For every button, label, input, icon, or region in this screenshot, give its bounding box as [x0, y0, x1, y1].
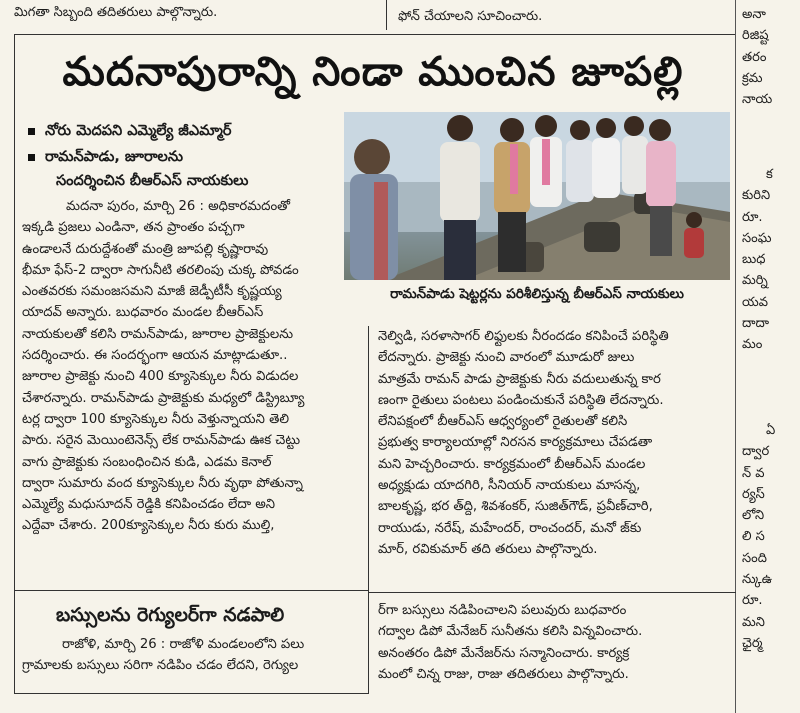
body-line: ద్వారా సుమారు వంద క్యూసెక్కుల నీరు వృథా పోతున్నా: [22, 475, 303, 491]
highlight-bullet-continuation: సందర్శించిన బీఆర్ఎస్ నాయకులు: [56, 173, 249, 189]
body-line: ఎమ్మెల్యే మధుసూదన్ రెడ్డికి కనిపించడం లేదా అని: [22, 497, 276, 513]
body-line: వాగు ప్రాజెక్టుకు సంబంధించిన కుడి, ఎడమ కెనాల్: [22, 454, 272, 470]
clipped-column-top: [742, 4, 800, 110]
article-body-right-column: [378, 326, 730, 560]
clipped-line: అనా: [742, 7, 766, 22]
body-line: ఎద్దేవా చేశారు. 200క్యూసెక్కుల నీరు కురు ముల్తి,: [22, 518, 275, 534]
column-divider: [368, 326, 369, 694]
body-line: ఎంతవరకు సమంజసమని మాజీ జెడ్పీటీసీ కృష్ణయ్య: [22, 284, 282, 300]
clipped-line: నాయ: [742, 92, 773, 108]
body-line: మాత్రమే రామన్ పాడు ప్రాజెక్టుకు నీరు వదులుతున్న కార: [378, 371, 661, 387]
clipped-line: మని: [742, 614, 765, 630]
clipped-line: రూ.: [742, 593, 763, 609]
second-article-left-column: [22, 634, 360, 677]
body-line: లేదన్నారు. ప్రాజెక్టు నుంచి వారంలో మూడురో జులు: [378, 350, 635, 366]
body-line: మార్, రవికుమార్ తది తరులు పాల్గొన్నారు.: [378, 541, 598, 557]
clipped-line: ద్వార: [742, 444, 770, 460]
body-line: టర్ల ద్వారా 100 క్యూసెక్కుల నీరు వెళ్తున్నాయని తెలి: [22, 411, 290, 427]
body-line: నెల్విడి, సరళాసాగర్ లిఫ్టులకు నీరందడం కనిపించే పరిస్థితి: [378, 329, 669, 344]
clipped-line: బుధ: [742, 252, 766, 268]
clipped-line: మర్ని: [742, 273, 768, 289]
body-line: లేనిపక్షంలో బీఆర్ఎస్ ఆధ్వర్యంలో రైతులతో కలిసి: [378, 414, 628, 430]
clipped-line: లోని: [742, 508, 765, 524]
article-body-left-column: [22, 196, 360, 537]
clipped-line: కురిని: [742, 188, 771, 204]
clipped-column-bottom: [742, 420, 800, 654]
body-line: ఉండాలనే దురుద్దేశంతో మంత్రి జూపల్లి కృష్ణారావు: [22, 241, 269, 257]
clipped-line: న్ వ: [742, 465, 765, 481]
clipped-line: సంది: [742, 550, 767, 566]
body-line: గద్వాల డిపో మేనేజర్ సునీతను కలిసి విన్నవించారు.: [378, 624, 643, 640]
highlight-bullet: నోరు మెదపని ఎమ్మెల్యే జీఎమ్మార్: [28, 120, 231, 142]
body-line: యాదవ్ అన్నారు. బుధవారం మండల బీఆర్ఎస్: [22, 305, 264, 321]
body-line: మని హెచ్చరించారు. కార్యక్రమంలో బీఆర్ఎస్ మండల: [378, 456, 646, 472]
clipped-line: ఏ: [766, 423, 776, 438]
body-line: సదర్శించారు. ఈ సందర్భంగా ఆయన మాట్లాడుతూ..: [22, 348, 288, 364]
clipped-line: రిజిష్ట: [742, 28, 769, 44]
photo-caption: రామన్‌పాడు షెట్టర్లను పరిశీలిస్తున్న బీఆర్ఎస్ నాయకులు: [390, 286, 684, 302]
body-line: ఇక్కడి ప్రజలు ఎండినా, తన ప్రాంతం పచ్చగా: [22, 220, 245, 236]
body-line: పారు. సరైన మెయింటెనెన్స్ లేక రామన్‌పాడు ఊక చెట్టు: [22, 433, 301, 449]
clipped-line: క్రమ: [742, 70, 763, 86]
clipped-column-middle: [742, 164, 800, 356]
body-line: ణంగా రైతులు పంటలు పండించుకునే పరిస్థితి లేదన్నారు.: [378, 392, 664, 408]
article-headline: మదనాపురాన్ని నిండా ముంచిన జూపల్లి: [62, 49, 684, 95]
previous-article-fragment: మిగతా సిబ్బంది తదితరులు పాల్గొన్నారు.: [14, 5, 218, 20]
column-divider: [386, 0, 387, 30]
article-bottom-rule: [14, 693, 368, 694]
body-line: మంలో చిన్న రాజు, రాజు తదితరులు పాల్గొన్నారు.: [378, 666, 629, 682]
page-column-rule: [735, 0, 736, 713]
clipped-line: దాదా: [742, 316, 770, 332]
second-article-right-column: [378, 600, 730, 685]
body-line: ప్రభుత్వ కార్యాలయాల్లో నిరసన కార్యక్రమాలు చేపడతా: [378, 435, 653, 451]
bullet-icon: [28, 128, 35, 135]
clipped-line: క: [766, 167, 773, 182]
photo-illustration: [344, 112, 730, 280]
clipped-line: ఛైర్మ: [742, 635, 763, 651]
body-line: రాయుడు, నరేష్, మహేందర్, రాంచందర్, మనో జ్‌కు: [378, 520, 642, 536]
section-divider: [14, 590, 368, 591]
clipped-line: ర్యస్: [742, 486, 765, 502]
article-top-rule: [14, 34, 736, 35]
body-line: ర్‌గా బస్సులు నడిపించాలని పలువురు బుధవారం: [378, 603, 627, 618]
body-line: మదనా పురం, మార్చి 26 : అధికారమదంతో: [66, 199, 291, 214]
section-divider: [368, 592, 736, 593]
highlight-bullet: రామన్‌పాడు, జూరాలను: [28, 146, 183, 168]
clipped-line: తరం: [742, 49, 767, 65]
body-line: రాజోళి, మార్చి 26 : రాజోళి మండలంలోని పలు: [62, 637, 305, 652]
clipped-line: న్కుఉ: [742, 572, 773, 588]
body-line: అధ్యక్షుడు యాదగిరి, సీనియర్ నాయకులు మాసన్న,: [378, 478, 641, 494]
clipped-line: సంఘ: [742, 230, 772, 246]
body-line: బాలకృష్ణ, భర త్‌ద్ది, శివశంకర్, సుజిత్‌గౌడ్, ప్రవీణ్‌చారి,: [378, 499, 653, 515]
clipped-line: మం: [742, 337, 763, 353]
body-line: అనంతరం డిపో మేనేజర్‌ను సన్మానించారు. కార్యక్ర: [378, 645, 630, 661]
news-photo: [344, 112, 730, 280]
bullet-icon: [28, 154, 35, 161]
body-line: భీమా ఫేస్-2 ద్వారా సాగునీటి తరలింపు చుక్క పోవడం: [22, 262, 299, 278]
article-left-rule: [14, 34, 15, 694]
adjacent-article-fragment: ఫోన్ చేయాలని సూచించారు.: [398, 9, 543, 24]
body-line: గ్రామాలకు బస్సులు సరిగా నడిపిం చడం లేదని, రెగ్యుల: [22, 658, 299, 674]
clipped-line: రూ.: [742, 209, 763, 225]
body-line: జూరాల ప్రాజెక్టు నుంచి 400 క్యూసెక్కుల నీరు విడుదల: [22, 369, 299, 385]
body-line: చేశారన్నారు. రామన్‌పాడు ప్రాజెక్టుకు మధ్యలో డిస్ట్రిబ్యూ: [22, 390, 305, 406]
clipped-line: లి స: [742, 529, 765, 545]
clipped-line: యవ: [742, 294, 768, 310]
second-article-headline: బస్సులను రెగ్యులర్‌గా నడపాలి: [56, 604, 285, 626]
body-line: నాయకులతో కలిసి రామన్‌పాడు, జూరాల ప్రాజెక్టులను: [22, 326, 294, 342]
